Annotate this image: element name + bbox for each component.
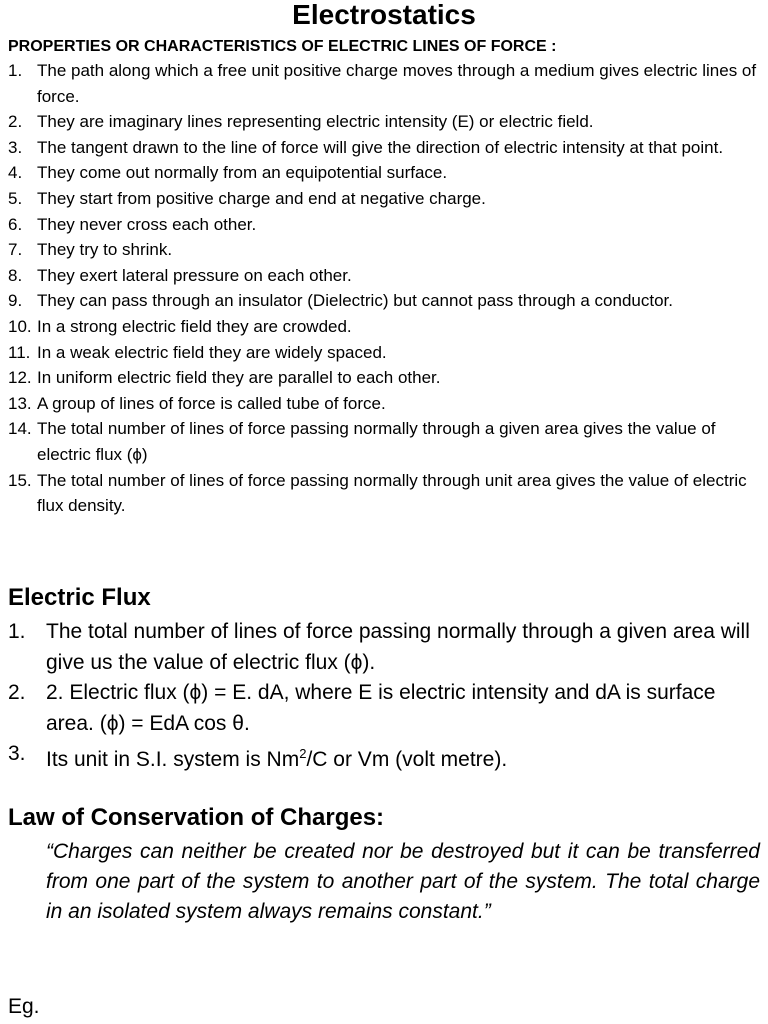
list-item [8,314,760,340]
list-item [8,678,760,739]
properties-heading: PROPERTIES OR CHARACTERISTICS OF ELECTRIC LINES OF FORCE : [8,38,557,55]
item-number: 15. [8,470,32,490]
item-text: The total number of lines of force passing normally through a given area gives the value of electric flux (ϕ) [37,419,716,464]
item-text: 2. Electric flux (ϕ) = E. dA, where E is electric intensity and dA is surface area. (ϕ) = EdA cos θ. [46,681,716,735]
properties-list [8,58,760,519]
item-text: They start from positive charge and end at negative charge. [37,188,486,208]
item-number: 6. [8,214,23,234]
item-number: 10. [8,316,32,336]
list-item [8,135,760,161]
item-text: The total number of lines of force passing normally through unit area gives the value of electric flux density. [37,470,747,516]
item-number: 1. [8,61,23,80]
item-number: 5. [8,188,23,208]
item-number: 3. [8,742,26,765]
item-text: They can pass through an insulator (Dielectric) but cannot pass through a conductor. [37,291,673,311]
item-text-before: Its unit in S.I. system is Nm [46,748,300,771]
list-item [8,391,760,417]
item-text: They exert lateral pressure on each other. [37,265,352,285]
conservation-quote: “Charges can neither be created nor be destroyed but it can be transferred from one part of the system to another part of the system. The total charge in an isolated system always remains constant.” [46,840,760,924]
list-item [8,340,760,366]
list-item [8,160,760,186]
superscript: 2 [299,746,307,761]
item-number: 14. [8,419,32,439]
item-number: 2. [8,681,26,704]
electric-flux-list [8,617,760,776]
list-item [8,263,760,289]
list-item [8,416,760,467]
list-item [8,468,760,519]
list-item [8,237,760,263]
item-number: 3. [8,137,23,157]
item-text: In uniform electric field they are parallel to each other. [37,368,441,388]
conservation-heading: Law of Conservation of Charges: [8,804,385,831]
item-number: 8. [8,265,23,285]
item-number: 12. [8,368,32,388]
page-title: Electrostatics [292,0,476,30]
item-text: The tangent drawn to the line of force will give the direction of electric intensity at that point. [37,137,724,157]
list-item [8,186,760,212]
list-item [8,739,760,776]
list-item [8,109,760,135]
item-text: They are imaginary lines representing electric intensity (E) or electric field. [37,112,594,132]
item-text: They come out normally from an equipotential surface. [37,163,448,183]
item-number: 2. [8,112,23,132]
list-item [8,617,760,678]
item-text: The path along which a free unit positive charge moves through a medium gives electric lines of force. [37,61,757,106]
item-text: The total number of lines of force passing normally through a given area will give us the value of electric flux (ϕ). [46,620,750,674]
item-text: They never cross each other. [37,214,257,234]
item-number: 4. [8,163,23,183]
list-item [8,58,760,109]
item-number: 11. [8,342,31,362]
item-number: 13. [8,393,32,413]
example-label: Eg. [8,995,40,1018]
item-number: 9. [8,291,23,311]
item-text: In a weak electric field they are widely spaced. [37,342,387,362]
item-number: 1. [8,620,26,643]
list-item [8,288,760,314]
item-text: They try to shrink. [37,240,173,260]
list-item [8,365,760,391]
item-text: In a strong electric field they are crowded. [37,316,352,336]
electric-flux-heading: Electric Flux [8,584,151,611]
item-text-after: /C or Vm (volt metre). [306,748,508,771]
list-item [8,212,760,238]
item-number: 7. [8,240,23,260]
item-text: A group of lines of force is called tube of force. [37,393,386,413]
